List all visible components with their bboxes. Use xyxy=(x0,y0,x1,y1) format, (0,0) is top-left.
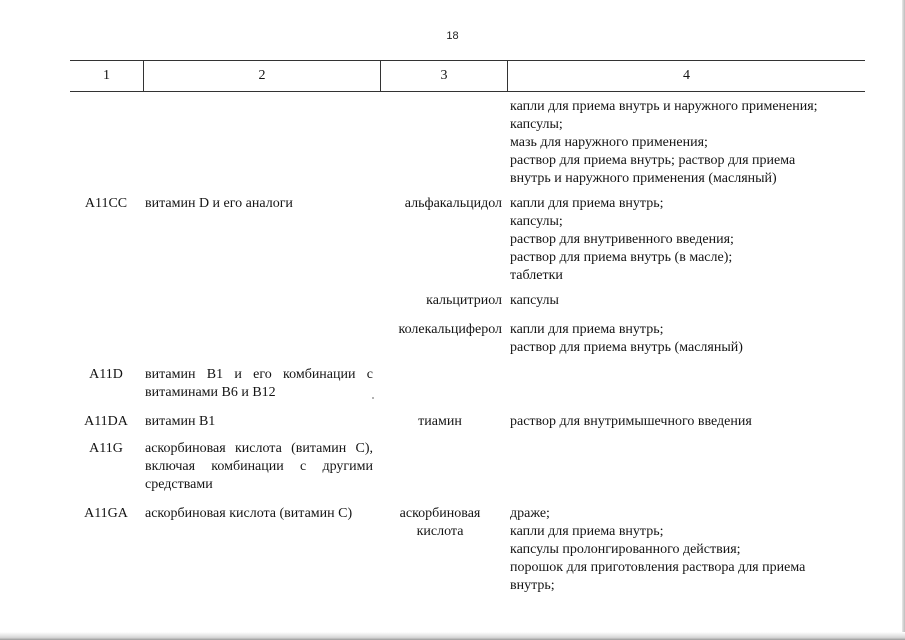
row-colecalciferol-forms xyxy=(510,321,860,357)
row-a11ga-code: A11GA xyxy=(84,506,128,521)
forms-line: капсулы пролонгированного действия; xyxy=(510,542,741,557)
row-a11ga-name: аскорбиновая кислота (витамин С) xyxy=(145,506,353,521)
row-a11da-name: витамин B1 xyxy=(145,414,216,429)
forms-line: внутрь и наружного применения (масляный) xyxy=(510,171,777,186)
name-line: средствами xyxy=(145,477,213,492)
forms-line: раствор для приема внутрь (масляный) xyxy=(510,340,743,355)
forms-line: драже; xyxy=(510,506,550,521)
page-number: 18 xyxy=(446,30,459,42)
header-col-2: 2 xyxy=(258,68,266,83)
header-col-4: 4 xyxy=(683,68,690,83)
continued-forms-cell xyxy=(510,98,860,188)
scan-speck xyxy=(372,397,374,399)
forms-line: капсулы xyxy=(510,293,559,308)
row-a11da-forms xyxy=(510,413,860,431)
forms-line: внутрь; xyxy=(510,578,555,593)
inn-line: аскорбиновая xyxy=(399,506,481,521)
row-a11cc-code: A11CC xyxy=(84,196,128,211)
name-line: включая комбинации с другими xyxy=(145,459,373,474)
row-a11ga-inn xyxy=(378,505,502,541)
forms-line: порошок для приготовления раствора для приема xyxy=(510,560,806,575)
header-col-1: 1 xyxy=(103,68,110,83)
forms-line: раствор для внутримышечного введения xyxy=(510,414,752,429)
forms-line: капсулы; xyxy=(510,117,563,132)
header-col-3: 3 xyxy=(440,68,448,83)
forms-line: капли для приема внутрь; xyxy=(510,322,664,337)
row-a11cc-inn: альфакальцидол xyxy=(404,196,502,211)
forms-line: капли для приема внутрь; xyxy=(510,196,664,211)
scan-edge-bottom xyxy=(0,632,905,640)
row-calcitriol-forms xyxy=(510,292,860,310)
inn-line: кислота xyxy=(416,524,464,539)
forms-line: капли для приема внутрь; xyxy=(510,524,664,539)
row-a11d-code: A11D xyxy=(89,367,123,382)
row-a11d-name xyxy=(145,366,373,402)
forms-line: раствор для приема внутрь (в масле); xyxy=(510,250,733,265)
forms-line: таблетки xyxy=(510,268,563,283)
name-line: аскорбиновая кислота (витамин С), xyxy=(145,441,373,456)
forms-line: раствор для приема внутрь; раствор для приема xyxy=(510,153,796,168)
row-colecalciferol-inn: колекальциферол xyxy=(398,322,502,337)
name-line: витамин B1 и его комбинации с xyxy=(145,367,373,382)
forms-line: капли для приема внутрь и наружного применения; xyxy=(510,99,818,114)
row-a11da-code: A11DA xyxy=(84,414,128,429)
row-a11g-code: A11G xyxy=(89,441,123,456)
row-a11cc-name: витамин D и его аналоги xyxy=(145,196,293,211)
forms-line: мазь для наружного применения; xyxy=(510,135,708,150)
row-a11da-inn: тиамин xyxy=(418,414,462,429)
row-a11g-name xyxy=(145,440,373,494)
row-a11cc-forms xyxy=(510,195,860,285)
table-header-row xyxy=(70,60,865,92)
forms-line: капсулы; xyxy=(510,214,563,229)
forms-line: раствор для внутривенного введения; xyxy=(510,232,734,247)
row-a11ga-forms xyxy=(510,505,860,595)
name-line: витаминами B6 и B12 xyxy=(145,385,276,400)
row-calcitriol-inn: кальцитриол xyxy=(426,293,502,308)
